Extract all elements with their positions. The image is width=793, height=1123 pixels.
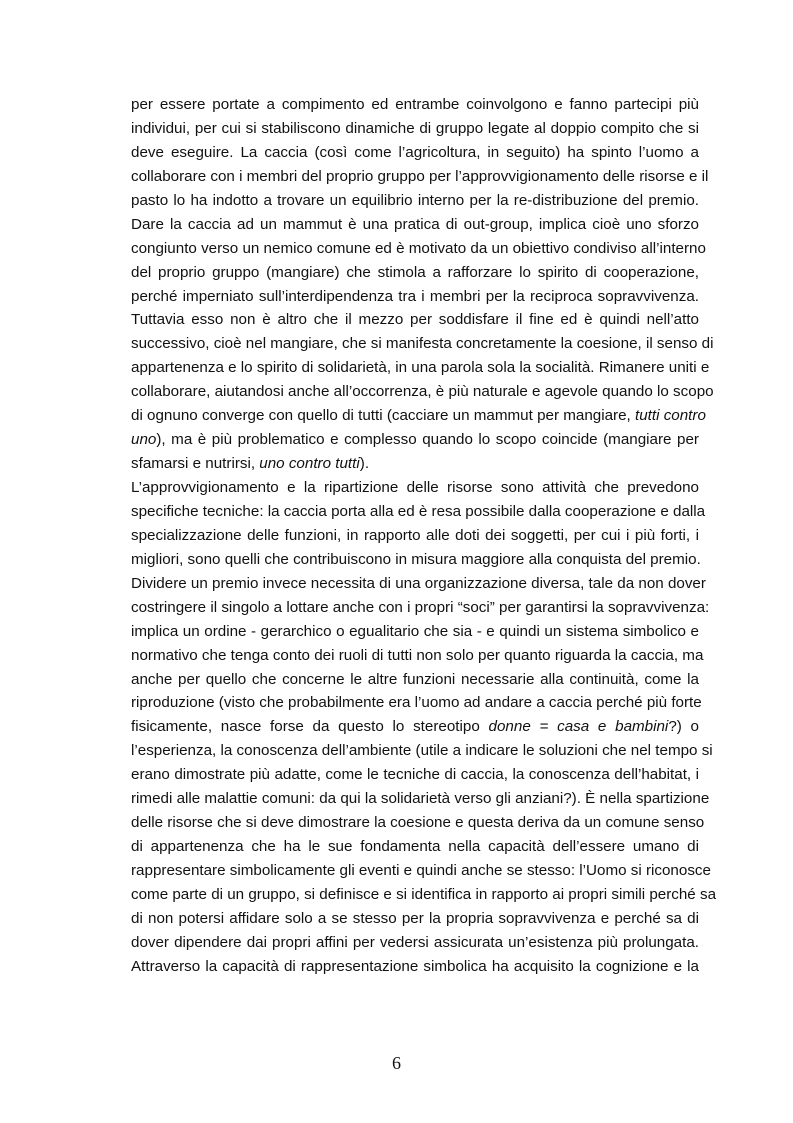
text-line [131, 572, 706, 596]
text-line [131, 811, 705, 835]
text-line [131, 859, 711, 883]
text-run: erano dimostrate più adatte, come le tecniche di caccia, la conoscenza dell’habitat, i [131, 766, 699, 784]
text-line [131, 117, 699, 141]
text-line [131, 404, 706, 428]
text-run: anche per quello che concerne le altre funzioni necessarie alla continuità, come la [131, 670, 699, 688]
text-line [131, 739, 713, 763]
text-line [131, 596, 710, 620]
text-line [131, 668, 699, 692]
text-line [131, 500, 706, 524]
italic-text-run: uno [131, 431, 157, 449]
text-run: Attraverso la capacità di rappresentazione simbolica ha acquisito la cognizione e la [131, 957, 699, 975]
text-line [131, 787, 710, 811]
text-line [131, 380, 714, 404]
text-line [131, 763, 699, 787]
text-line [131, 308, 699, 332]
text-run: pasto lo ha indotto a trovare un equilibrio interno per la re-distribuzione del premio. [131, 191, 699, 209]
text-line [131, 691, 702, 715]
text-run: successivo, cioè nel mangiare, che si manifesta concretamente la coesione, il senso di [131, 335, 714, 353]
text-line [131, 332, 714, 356]
text-run: migliori, sono quelli che contribuiscono in misura maggiore alla conquista del premio. [131, 550, 701, 568]
text-run: come parte di un gruppo, si definisce e si identifica in rapporto ai propri simili perché sa [131, 885, 717, 903]
text-run: appartenenza e lo spirito di solidarietà, in una parola sola la socialità. Rimanere uniti e [131, 359, 710, 377]
text-run: fisicamente, nasce forse da questo lo stereotipo [131, 718, 489, 736]
text-run: di ognuno converge con quello di tutti (cacciare un mammut per mangiare, [131, 407, 635, 425]
page-number: 6 [392, 1053, 401, 1073]
text-line [131, 261, 699, 285]
body-text [131, 93, 717, 979]
text-line [131, 955, 699, 979]
text-run: di non potersi affidare solo a se stesso per la propria sopravvivenza e perché sa di [131, 909, 699, 927]
text-run: deve eseguire. La caccia (così come l’agricoltura, in seguito) ha spinto l’uomo a [131, 143, 699, 161]
text-run: del proprio gruppo (mangiare) che stimola a rafforzare lo spirito di cooperazione, [131, 263, 699, 281]
text-run: perché imperniato sull’interdipendenza tra i membri per la reciproca sopravvivenza. [131, 287, 699, 305]
text-line [131, 452, 699, 476]
text-line [131, 644, 704, 668]
text-run: sfamarsi e nutrirsi, [131, 455, 260, 473]
text-run: dover dipendere dai propri affini per vedersi assicurata un’esistenza più prolungata. [131, 933, 699, 951]
text-run: delle risorse che si deve dimostrare la coesione e questa deriva da un comune senso [131, 814, 705, 832]
text-line [131, 524, 699, 548]
text-line [131, 213, 699, 237]
text-run: l’esperienza, la conoscenza dell’ambiente (utile a indicare le soluzioni che nel tempo si [131, 742, 713, 760]
text-run: individui, per cui si stabiliscono dinamiche di gruppo legate al doppio compito che si [131, 119, 699, 137]
text-run: ?) o [668, 718, 700, 736]
text-run: collaborare con i membri del proprio gruppo per l’approvvigionamento delle risorse e il [131, 167, 709, 185]
text-run: collaborare, aiutandosi anche all’occorrenza, è più naturale e agevole quando lo scopo [131, 383, 714, 401]
text-line [131, 356, 710, 380]
text-run: ). [359, 455, 370, 473]
text-line [131, 93, 699, 117]
text-line [131, 715, 699, 739]
text-run: normativo che tenga conto dei ruoli di tutti non solo per quanto riguarda la caccia, ma [131, 646, 704, 664]
italic-text-run: donne = casa e bambini [488, 718, 669, 736]
italic-text-run: uno contro tutti [259, 455, 360, 473]
text-line [131, 907, 699, 931]
text-run: Tuttavia esso non è altro che il mezzo per soddisfare il fine ed è quindi nell’atto [131, 311, 699, 329]
text-run: di appartenenza che ha le sue fondamenta nella capacità dell’essere umano di [131, 838, 699, 856]
text-line [131, 883, 717, 907]
text-line [131, 165, 709, 189]
text-line [131, 931, 699, 955]
text-line [131, 428, 699, 452]
text-run: ), ma è più problematico e complesso quando lo scopo coincide (mangiare per [156, 431, 699, 449]
text-line [131, 237, 706, 261]
text-run: rimedi alle malattie comuni: da qui la solidarietà verso gli anziani?). È nella spartizione [131, 790, 710, 808]
text-line [131, 285, 699, 309]
text-line [131, 189, 699, 213]
text-run: Dare la caccia ad un mammut è una pratica di out-group, implica cioè uno sforzo [131, 215, 699, 233]
text-run: specifiche tecniche: la caccia porta alla ed è resa possibile dalla cooperazione e dalla [131, 502, 706, 520]
text-line [131, 476, 699, 500]
text-line [131, 620, 699, 644]
text-line [131, 141, 699, 165]
text-run: congiunto verso un nemico comune ed è motivato da un obiettivo condiviso all’interno [131, 239, 706, 257]
text-line [131, 548, 699, 572]
text-run: L’approvvigionamento e la ripartizione delle risorse sono attività che prevedono [131, 479, 699, 496]
text-run: riproduzione (visto che probabilmente era l’uomo ad andare a caccia perché più forte [131, 694, 702, 712]
text-run: Dividere un premio invece necessita di una organizzazione diversa, tale da non dover [131, 574, 706, 592]
text-run: costringere il singolo a lottare anche con i propri “soci” per garantirsi la sopravvivenza: [131, 598, 710, 616]
text-run: rappresentare simbolicamente gli eventi e quindi anche se stesso: l’Uomo si riconosce [131, 862, 711, 879]
text-run: specializzazione delle funzioni, in rapporto alle doti dei soggetti, per cui i più forti, i [131, 526, 699, 544]
text-line [131, 835, 699, 859]
italic-text-run: tutti contro [635, 407, 706, 425]
text-run: implica un ordine - gerarchico o egualitario che sia - e quindi un sistema simbolico e [131, 622, 699, 640]
text-run: per essere portate a compimento ed entrambe coinvolgono e fanno partecipi più [131, 96, 699, 113]
